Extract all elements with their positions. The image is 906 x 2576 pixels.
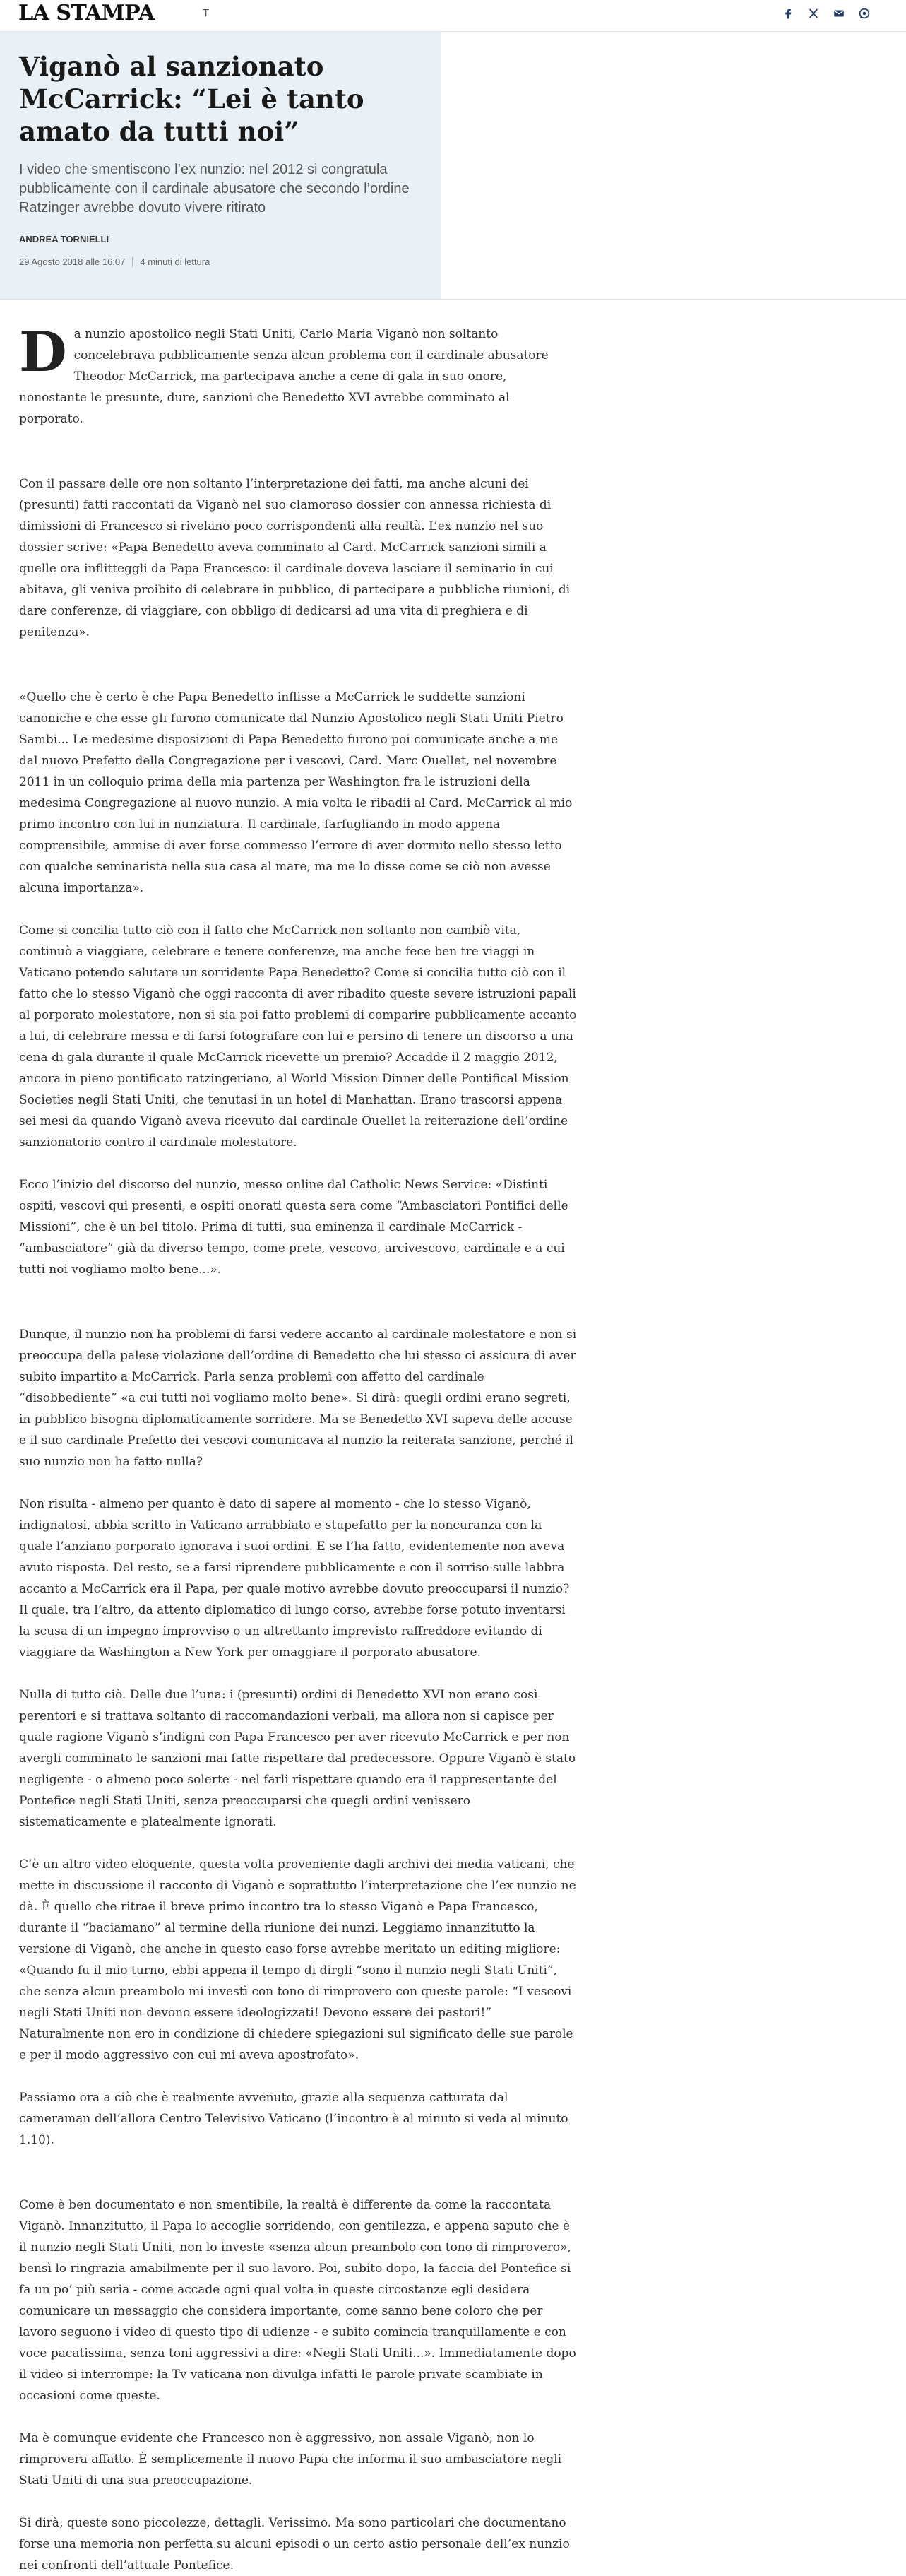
section-label[interactable]: T [203, 7, 210, 19]
mail-icon[interactable] [831, 6, 847, 21]
paragraph-5: Ecco l’inizio del discorso del nunzio, messo online dal Catholic News Service: «Distinti ospiti, vescovi qui presenti, e ospiti onorati questa sera come “Ambasciatori Pontifici delle Missioni”, che è un bel titolo. Prima di tutti, sua eminenza il cardinale McCarrick - “ambasciatore” già da diverso tempo, come prete, vescovo, arcivescovo, cardinale e a cui tutti noi vogliamo molto bene...». [19, 1178, 568, 1277]
paragraph-6: Dunque, il nunzio non ha problemi di farsi vedere accanto al cardinale molestatore e non si preoccupa della palese violazione dell’ordine di Benedetto che lui stesso ci assicura di aver subito impartito a McCarrick. Parla senza problemi con affetto del cardinale “disobbediente” «a cui tutti noi vogliamo molto bene». Si dirà: quegli ordini erano segreti, in pubblico bisogna diplomaticamente sorridere. Ma se Benedetto XVI sapeva delle accuse e il suo cardinale Prefetto dei vescovi comunicava al nunzio la reiterata sanzione, perché il suo nunzio non ha fatto nulla? [19, 1328, 577, 1469]
paragraph-2: Con il passare delle ore non soltanto l’interpretazione dei fatti, ma anche alcuni dei (presunti) fatti raccontati da Viganò nel suo clamoroso dossier con annessa richiesta di dimissioni di Francesco si rivelano poco corrispondenti alla realtà. L’ex nunzio nel suo dossier scrive: «Papa Benedetto aveva comminato al Card. McCarrick sanzioni simili a quelle ora inflitteggli da Papa Francesco: il cardinale doveva lasciare il seminario in cui abitava, gli veniva proibito di celebrare in pubblico, di partecipare a pubbliche riunioni, di dare conferenze, di viaggiare, con obbligo di dedicarsi ad una vita di preghiera e di penitenza». [19, 477, 571, 639]
author-name[interactable]: ANDREA TORNIELLI [19, 234, 109, 244]
article-body [19, 320, 577, 2576]
paragraph-3: «Quello che è certo è che Papa Benedetto inflisse a McCarrick le suddette sanzioni canoniche e che esse gli furono comunicate dal Nunzio Apostolico negli Stati Uniti Pietro Sambi... Le medesime disposizioni di Papa Benedetto furono poi comunicate anche a me dal nuovo Prefetto della Congregazione per i vescovi, Card. Marc Ouellet, nel novembre 2011 in un colloquio prima della mia partenza per Washington fra le istruzioni della medesima Congregazione al nuovo nunzio. A mia volta le ribadii al Card. McCarrick al mio primo incontro con lui in nunziatura. Il cardinale, farfugliando in modo appena comprensibile, ammise di aver forse commesso l’errore di aver dormito nello stesso letto con qualche seminarista nella sua casa al mare, ma me lo disse come se ciò non avesse alcuna importanza». [19, 690, 573, 895]
top-bar [0, 0, 906, 32]
article-subtitle: I video che smentiscono l’ex nunzio: nel 2012 si congratula pubblicamente con il cardinale abusatore che secondo l’ordine Ratzinger avrebbe dovuto vivere ritirato [19, 162, 410, 215]
paragraph-11: Come è ben documentato e non smentibile, la realtà è differente da come la raccontata Viganò. Innanzitutto, il Papa lo accoglie sorridendo, con gentilezza, e appena saputo che è il nunzio negli Stati Uniti, non lo investe «senza alcun preambolo con tono di rimprovero», bensì lo ringrazia amabilmente per il suo lavoro. Poi, subito dopo, la faccia del Pontefice si fa un po’ più seria - come accade ogni qual volta in queste circostanze egli desidera comunicare un messaggio che considera importante, come sanno bene coloro che per lavoro seguono i video di questo tipo di udienze - e subito comincia tranquillamente e con voce pacatissima, senza toni aggressivi a dire: «Negli Stati Uniti...». Immediatamente dopo il video si interrompe: la Tv vaticana non divulga infatti le parole private scambiate in occasioni come queste. [19, 2198, 576, 2403]
hero-panel [0, 32, 441, 299]
article-meta [19, 256, 210, 267]
whatsapp-icon[interactable] [857, 6, 872, 21]
paragraph-10: Passiamo ora a ciò che è realmente avvenuto, grazie alla sequenza catturata dal cameraman dell’allora Centro Televisivo Vaticano (l’incontro è al minuto si veda al minuto 1.10). [19, 2091, 568, 2147]
share-bar [780, 6, 872, 21]
paragraph-4: Come si concilia tutto ciò con il fatto che McCarrick non soltanto non cambiò vita, continuò a viaggiare, celebrare e tenere conferenze, ma anche fece ben tre viaggi in Vaticano potendo salutare un sorridente Papa Benedetto? Come si concilia tutto ciò con il fatto che lo stesso Viganò che oggi racconta di aver ribadito queste severe istruzioni papali al porporato molestatore, non si sia poi fatto problemi di comparire pubblicamente accanto a lui, di celebrare messa e di farsi fotografare con lui e persino di tenere un discorso a una cena di gala durante il quale McCarrick ricevette un premio? Accadde il 2 maggio 2012, ancora in pieno pontificato ratzingeriano, al World Mission Dinner delle Pontifical Mission Societies negli Stati Uniti, che tenutasi in un hotel di Manhattan. Erano trascorsi appena sei mesi da quando Viganò aveva ricevuto dal cardinale Ouellet la reiterazione dell’ordine sanzionatorio contro il cardinale molestatore. [19, 923, 577, 1150]
read-time: 4 minuti di lettura [140, 256, 210, 267]
article-hero [0, 32, 906, 300]
paragraph-7: Non risulta - almeno per quanto è dato di sapere al momento - che lo stesso Viganò, indignatosi, abbia scritto in Vaticano arrabbiato e stupefatto per la noncuranza con la quale l’anziano porporato ignorava i suoi ordini. E se l’ha fatto, evidentemente non aveva avuto risposta. Del resto, se a farsi riprendere pubblicamente e con il sorriso sulle labbra accanto a McCarrick era il Papa, per quale motivo avrebbe dovuto preoccuparsi il nunzio? Il quale, tra l’altro, da attento diplomatico di lungo corso, avrebbe forse potuto inventarsi la scusa di un impegno improvviso o un altrettanto imprevisto raffreddore evitando di viaggiare da Washington a New York per omaggiare il porporato abusatore. [19, 1497, 570, 1660]
drop-cap: D [19, 320, 67, 384]
meta-divider [132, 257, 133, 267]
paragraph-13: Si dirà, queste sono piccolezze, dettagli. Verissimo. Ma sono particolari che documentano forse una memoria non perfetta su alcuni episodi o un certo astio personale dell’ex nunzio nei confronti dell’attuale Pontefice. [19, 2516, 570, 2572]
site-logo[interactable]: LA STAMPA [18, 1, 155, 25]
paragraph-9: C’è un altro video eloquente, questa volta proveniente dagli archivi dei media vaticani, che mette in discussione il racconto di Viganò e soprattutto l’interpretazione che l’ex nunzio ne dà. È quello che ritrae il breve primo incontro tra lo stesso Viganò e Papa Francesco, durante il “baciamano” al termine della riunione dei nunzi. Leggiamo innanzitutto la versione di Viganò, che anche in questo caso forse avrebbe meritato un editing migliore: «Quando fu il mio turno, ebbi appena il tempo di dirgli “sono il nunzio negli Stati Uniti”, che senza alcun preambolo mi investì con tono di rimprovero con queste parole: “I vescovi negli Stati Uniti non devono essere ideologizzati! Devono essere dei pastori!” Naturalmente non ero in condizione di chiedere spiegazioni sul significato delle sue parole e per il modo aggressivo con cui mi aveva apostrofato». [19, 1857, 576, 2062]
x-icon[interactable] [806, 6, 821, 21]
paragraph-8: Nulla di tutto ciò. Delle due l’una: i (presunti) ordini di Benedetto XVI non erano così perentori e si trattava soltanto di raccomandazioni verbali, ma allora non si capisce per quale ragione Viganò s’indigni con Papa Francesco per aver ricevuto McCarrick e per non avergli comminato le sanzioni mai fatte rispettare dal predecessore. Oppure Viganò è stato negligente - o almeno poco solerte - nel farli rispettare quando era il rappresentante del Pontefice negli Stati Uniti, senza preoccuparsi che quegli ordini venissero sistematicamente e platealmente ignorati. [19, 1688, 576, 1829]
article-title: Viganò al sanzionato McCarrick: “Lei è tanto amato da tutti noi” [19, 51, 364, 147]
publish-date: 29 Agosto 2018 alle 16:07 [19, 256, 126, 267]
paragraph-12: Ma è comunque evidente che Francesco non è aggressivo, non assale Viganò, non lo rimprovera affatto. È semplicemente il nuovo Papa che informa il suo ambasciatore negli Stati Uniti di una sua preoccupazione. [19, 2431, 562, 2488]
paragraph-1 [19, 320, 577, 430]
facebook-icon[interactable] [780, 6, 796, 21]
paragraph-1-text: a nunzio apostolico negli Stati Uniti, Carlo Maria Viganò non soltanto concelebrava pubblicamente senza alcun problema con il cardinale abusatore Theodor McCarrick, ma partecipava anche a cene di gala in suo onore, nonostante le presunte, dure, sanzioni che Benedetto XVI avrebbe comminato al porporato. [19, 327, 549, 426]
